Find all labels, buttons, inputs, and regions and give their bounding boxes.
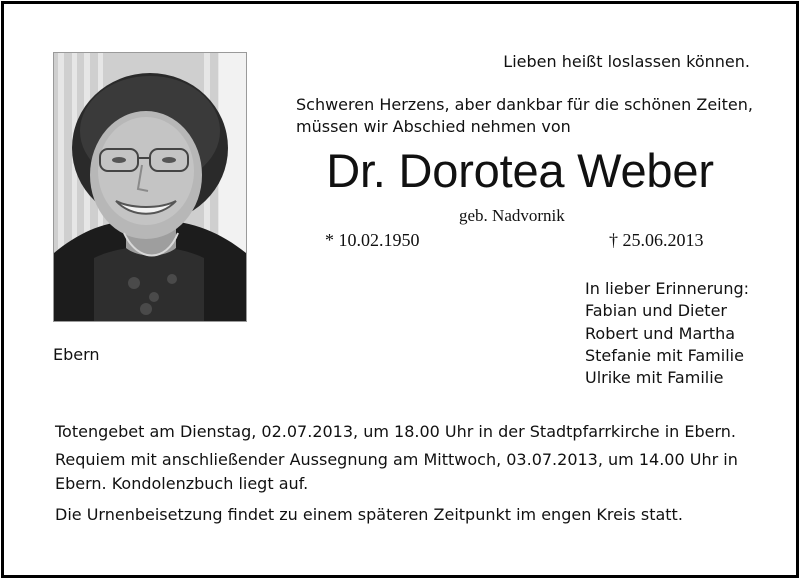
mourner-item: Ulrike mit Familie [585,368,724,388]
burial-note: Die Urnenbeisetzung findet zu einem späteren Zeitpunkt im engen Kreis statt. [55,505,683,524]
requiem-line-1: Requiem mit anschließender Aussegnung am Mittwoch, 03.07.2013, um 14.00 Uhr in [55,450,738,469]
intro-line-1: Schweren Herzens, aber dankbar für die schönen Zeiten, [296,95,753,114]
portrait-photo [53,52,247,322]
mourners-block [585,278,749,389]
birth-date: * 10.02.1950 [325,230,420,250]
maiden-name: geb. Nadvornik [459,206,565,225]
motto-text: Lieben heißt loslassen können. [503,52,750,71]
mourner-item: Stefanie mit Familie [585,345,744,365]
mourner-item: Fabian und Dieter [585,301,727,321]
deceased-name: Dr. Dorotea Weber [326,144,714,197]
requiem-line-2: Ebern. Kondolenzbuch liegt auf. [55,474,309,493]
intro-text [296,94,753,138]
mourners-heading: In lieber Erinnerung: [585,279,750,298]
prayer-note: Totengebet am Dienstag, 02.07.2013, um 18.00 Uhr in der Stadtpfarrkirche in Ebern. [55,422,737,441]
requiem-note [55,448,755,496]
death-date: † 25.06.2013 [609,230,704,250]
intro-line-2: müssen wir Abschied nehmen von [296,117,571,136]
place-name: Ebern [53,345,100,364]
mourner-item: Robert und Martha [585,323,736,343]
service-notes [55,420,755,527]
